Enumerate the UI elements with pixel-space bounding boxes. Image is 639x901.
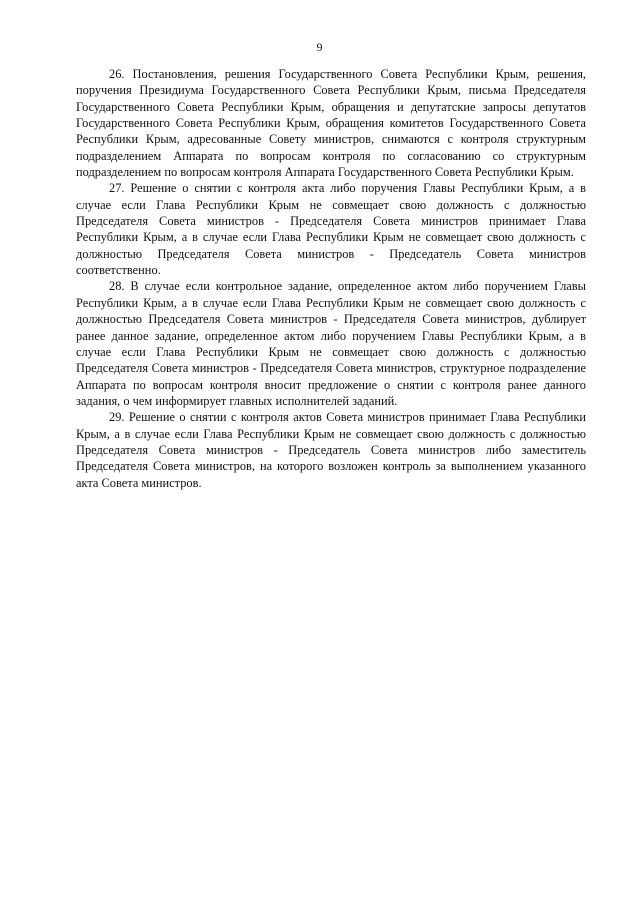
page-number: 9	[316, 40, 323, 54]
paragraph-27: 27. Решение о снятии с контроля акта либо поручения Главы Республики Крым, а в случае если Глава Республики Крым не совмещает свою должность с должностью Председателя Совета министров - Председателя Совета министров принимает Глава Республики Крым, а в случае если Глава Республики Крым не совмещает свою должность с должностью Председателя Совета министров - Председатель Совета министров соответственно.	[76, 181, 586, 278]
paragraph-29: 29. Решение о снятии с контроля актов Совета министров принимает Глава Республики Крым, а в случае если Глава Республики Крым не совмещает свою должность с должностью Председателя Совета министров - Председатель Совета министров либо заместитель Председателя Совета министров, на которого возложен контроль за выполнением указанного акта Совета министров.	[76, 410, 586, 490]
paragraph-26: 26. Постановления, решения Государственного Совета Республики Крым, решения, поручения Президиума Государственного Совета Республики Крым, письма Председателя Государственного Совета Республики Крым, обращения и депутатские запросы депутатов Государственного Совета Республики Крым, обращения комитетов Государственного Совета Республики Крым, адресованные Совету министров, снимаются с контроля структурным подразделением Аппарата по вопросам контроля по согласованию со структурным подразделением по вопросам контроля Аппарата Государственного Совета Республики Крым.	[76, 67, 586, 180]
document-body	[76, 66, 586, 491]
paragraph-28: 28. В случае если контрольное задание, определенное актом либо поручением Главы Республики Крым, а в случае если Глава Республики Крым не совмещает свою должность с должностью Председателя Совета министров - Председателя Совета министров, дублирует ранее данное задание, определенное актом либо поручением Главы Республики Крым, а в случае если Глава Республики Крым не совмещает свою должность с должностью Председателя Совета министров - Председателя Совета министров, структурное подразделение Аппарата по вопросам контроля вносит предложение о снятии с контроля ранее данного задания, о чем информирует главных исполнителей заданий.	[76, 279, 586, 408]
